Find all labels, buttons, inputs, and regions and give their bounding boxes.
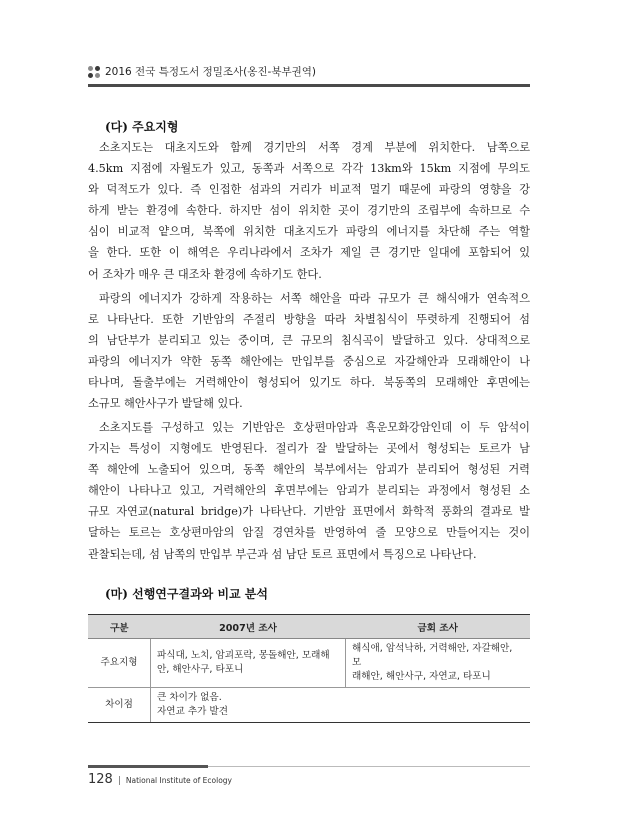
column-header: 2007년 조사 bbox=[151, 615, 346, 639]
text-line: 4.5km 지점에 자월도가 있고, 동쪽과 서쪽으로 각각 13km와 15km 지점에 무의도 bbox=[88, 162, 530, 176]
text-line: 소초지도를 구성하고 있는 기반암은 호상편마암과 흑운모화강암인데 이 두 암석이 bbox=[99, 421, 530, 434]
paragraph-2 bbox=[88, 288, 530, 415]
dot bbox=[95, 66, 100, 71]
section-title-comparison: (마) 선행연구결과와 비교 분석 bbox=[105, 587, 268, 601]
cell-line: 자연교 추가 발견 bbox=[157, 706, 228, 717]
dot bbox=[88, 73, 93, 78]
page-number: 128 bbox=[88, 772, 113, 787]
comparison-table bbox=[88, 614, 530, 723]
header-dots-icon bbox=[88, 66, 100, 78]
paragraph-1 bbox=[88, 137, 530, 285]
table-cell-notes bbox=[151, 688, 531, 723]
text-line: 소규모 해안사구가 발달해 있다. bbox=[88, 397, 243, 411]
text-line: 규모 자연교(natural bridge)가 나타난다. 기반암 표면에서 화학적 풍화의 결과로 발 bbox=[88, 505, 530, 519]
cell-line: 해식애, 암석낙하, 거력해안, 자갈해안, 모 bbox=[352, 643, 513, 668]
running-header bbox=[88, 64, 316, 79]
text-line: 어 조차가 매우 큰 대조차 환경에 속하기도 한다. bbox=[88, 267, 322, 281]
table-cell-current bbox=[346, 639, 531, 688]
footer-organization: National Institute of Ecology bbox=[125, 776, 232, 785]
text-line: 을 한다. 또한 이 해역은 우리나라에서 조차가 제일 큰 경기만 일대에 포함되어 있 bbox=[88, 246, 530, 260]
cell-line: 파식대, 노치, 암괴포락, 몽돌해안, 모래해 bbox=[157, 650, 330, 661]
row-label: 주요지형 bbox=[88, 639, 151, 688]
table-row bbox=[88, 639, 530, 688]
dot bbox=[88, 66, 93, 71]
table-header-row bbox=[88, 615, 530, 639]
page-footer bbox=[88, 772, 232, 787]
text-line: 파랑의 에너지가 강하게 작용하는 서쪽 해안을 따라 규모가 큰 해식애가 연속적으 bbox=[99, 292, 530, 305]
text-line: 타나며, 돌출부에는 거력해안이 형성되어 있기도 하다. 북동쪽의 모래해안 후면에는 bbox=[88, 376, 530, 390]
row-label: 차이점 bbox=[88, 688, 151, 723]
section-title-main-landforms: (다) 주요지형 bbox=[105, 120, 179, 134]
text-line: 파랑의 에너지가 약한 동쪽 해안에는 만입부를 중심으로 자갈해안과 모래해안이 나 bbox=[88, 355, 530, 369]
footer-separator: | bbox=[117, 776, 121, 786]
text-line: 소초지도는 대초지도와 함께 경기만의 서쪽 경계 부분에 위치한다. 남쪽으로 bbox=[99, 141, 530, 154]
text-line: 해안이 나타나고 있고, 거력해안의 후면부에는 암괴가 분리되는 과정에서 형성된 소 bbox=[88, 484, 530, 498]
text-line: 의 남단부가 분리되고 있는 중이며, 큰 규모의 침식곡이 발달하고 있다. 상대적으로 bbox=[88, 334, 530, 348]
text-line: 심이 비교적 얕으며, 북쪽에 위치한 대초지도가 파랑의 에너지를 차단해 주는 역할 bbox=[88, 225, 530, 239]
text-line: 하게 받는 환경에 속한다. 하지만 섬이 위치한 곳이 경기만의 조립부에 속하므로 수 bbox=[88, 204, 530, 218]
text-line: 달하는 토르는 호상편마암의 암질 경연차를 반영하여 줄 모양으로 만들어지는 것이 bbox=[88, 526, 530, 540]
text-line: 쪽 해안에 노출되어 있으며, 동쪽 해안의 북부에서는 암괴가 분리되어 형성된 거력 bbox=[88, 463, 530, 477]
column-header: 금회 조사 bbox=[346, 615, 531, 639]
table-cell-2007 bbox=[151, 639, 346, 688]
dot bbox=[95, 73, 100, 78]
header-rule bbox=[88, 84, 530, 88]
cell-line: 안, 해안사구, 타포니 bbox=[157, 664, 244, 675]
table-row bbox=[88, 688, 530, 723]
text-line: 관찰되는데, 섬 남쪽의 만입부 부근과 섬 남단 토르 표면에서 특징으로 나타난다. bbox=[88, 547, 477, 561]
cell-line: 큰 차이가 없음. bbox=[157, 692, 222, 703]
footer-rule bbox=[88, 766, 530, 767]
text-line: 와 덕적도가 있다. 즉 인접한 섬과의 거리가 비교적 멀기 때문에 파랑의 영향을 강 bbox=[88, 183, 530, 197]
text-line: 가지는 특성이 지형에도 반영된다. 절리가 잘 발달하는 곳에서 형성되는 토르가 남 bbox=[88, 442, 530, 456]
text-line: 로 나타난다. 또한 기반암의 주절리 방향을 따라 차별침식이 뚜렷하게 진행되어 섬 bbox=[88, 313, 530, 327]
column-header: 구분 bbox=[88, 615, 151, 639]
header-title: 2016 전국 특정도서 정밀조사(옹진-북부권역) bbox=[105, 66, 317, 78]
paragraph-3 bbox=[88, 417, 530, 565]
cell-line: 래해안, 해안사구, 자연교, 타포니 bbox=[352, 671, 491, 682]
